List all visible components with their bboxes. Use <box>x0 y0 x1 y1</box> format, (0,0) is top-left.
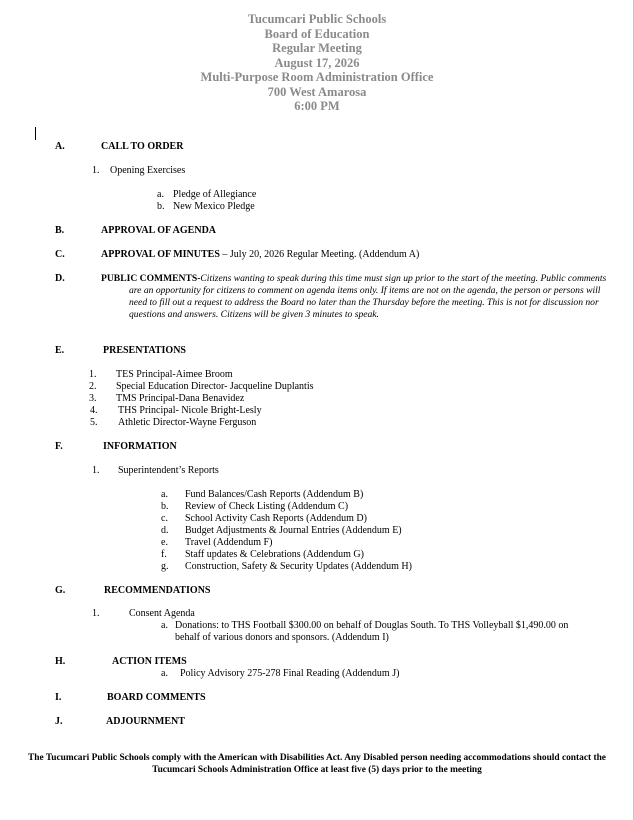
section-letter-c: C. <box>55 249 65 260</box>
text-cursor[interactable] <box>35 127 36 140</box>
section-title-information: INFORMATION <box>103 441 177 452</box>
section-title-presentations: PRESENTATIONS <box>103 345 186 356</box>
section-title-call-to-order: CALL TO ORDER <box>101 141 184 152</box>
report-item: Budget Adjustments & Journal Entries (Addendum E) <box>185 525 402 536</box>
new-mexico-pledge: New Mexico Pledge <box>173 201 255 212</box>
list-number: 1. <box>92 465 100 476</box>
report-item: Construction, Safety & Security Updates (Addendum H) <box>185 561 412 572</box>
section-letter-e: E. <box>55 345 65 356</box>
list-letter: c. <box>161 513 168 524</box>
list-number: 2. <box>89 381 97 392</box>
list-letter: g. <box>161 561 169 572</box>
meeting-time: 6:00 PM <box>294 99 340 113</box>
section-title-approval-of-agenda: APPROVAL OF AGENDA <box>101 225 217 236</box>
list-letter: f. <box>161 549 167 560</box>
list-letter: a. <box>161 668 168 679</box>
consent-agenda-label: Consent Agenda <box>129 608 195 619</box>
report-item: School Activity Cash Reports (Addendum D) <box>185 513 367 524</box>
section-letter-b: B. <box>55 225 65 236</box>
section-letter-i: I. <box>55 692 62 703</box>
ada-compliance-notice: The Tucumcari Public Schools comply with the American with Disabilities Act. Any Disabled person needing accommodations should contact the Tucumcari Schools Administration Office at least five (5) days prior to the meeting <box>28 753 606 775</box>
list-number: 1. <box>92 165 100 176</box>
presentation-item: Athletic Director-Wayne Ferguson <box>118 417 257 428</box>
section-title-action-items: ACTION ITEMS <box>112 656 187 667</box>
report-item: Staff updates & Celebrations (Addendum G) <box>185 549 364 560</box>
section-title-adjournment: ADJOURNMENT <box>106 716 185 727</box>
donations-text: Donations: to THS Football $300.00 on behalf of Douglas South. To THS Volleyball $1,490.00 on behalf of various donors and sponsors. (Addendum I) <box>175 620 569 643</box>
document-header <box>0 12 634 114</box>
list-number: 1. <box>92 608 100 619</box>
list-number: 4. <box>90 405 98 416</box>
superintendents-reports-label: Superintendent’s Reports <box>118 465 219 476</box>
presentation-item: TMS Principal-Dana Benavidez <box>116 393 245 404</box>
list-letter: d. <box>161 525 169 536</box>
policy-advisory-item: Policy Advisory 275-278 Final Reading (Addendum J) <box>180 668 400 679</box>
section-letter-g: G. <box>55 585 66 596</box>
district-name: Tucumcari Public Schools <box>247 12 387 26</box>
presentation-item: Special Education Director- Jacqueline Duplantis <box>116 381 314 392</box>
approval-of-minutes-line <box>101 249 419 261</box>
list-letter: b. <box>157 201 165 212</box>
section-letter-j: J. <box>55 716 63 727</box>
pledge-of-allegiance: Pledge of Allegiance <box>173 189 257 200</box>
section-title-recommendations: RECOMMENDATIONS <box>104 585 211 596</box>
meeting-location: Multi-Purpose Room Administration Office <box>200 70 434 84</box>
section-letter-a: A. <box>55 141 65 152</box>
section-letter-f: F. <box>55 441 63 452</box>
list-number: 5. <box>90 417 98 428</box>
list-letter: a. <box>161 489 168 500</box>
public-comments-text: Citizens wanting to speak during this time must sign up prior to the start of the meeting. Public comments are an opportunity for citizens to comment on agenda items only. If items are not on the agenda, the person or persons will need to fill out a request to address the Board no later than the Thursday before the meeting. This is not for discussion nor questions and answers. Citizens will be given 3 minutes to speak. <box>129 273 607 320</box>
list-letter: a. <box>157 189 164 200</box>
section-letter-h: H. <box>55 656 66 667</box>
section-title-public-comments: PUBLIC COMMENTS- <box>101 273 201 284</box>
meeting-address: 700 West Amarosa <box>267 84 367 99</box>
section-letter-d: D. <box>55 273 65 284</box>
meeting-date: August 17, 2026 <box>274 55 360 70</box>
opening-exercises-label: Opening Exercises <box>110 165 186 176</box>
minutes-detail: – July 20, 2026 Regular Meeting. (Addendum A) <box>219 249 420 260</box>
section-title-approval-of-minutes: APPROVAL OF MINUTES <box>101 249 220 260</box>
meeting-type: Regular Meeting <box>272 41 362 55</box>
list-letter: b. <box>161 501 169 512</box>
list-letter: e. <box>161 537 168 548</box>
section-title-board-comments: BOARD COMMENTS <box>107 692 206 703</box>
report-item: Travel (Addendum F) <box>185 537 273 548</box>
presentation-item: THS Principal- Nicole Bright-Lesly <box>118 405 262 416</box>
list-letter: a. <box>161 620 168 631</box>
board-name: Board of Education <box>264 26 370 41</box>
list-number: 3. <box>89 393 97 404</box>
report-item: Review of Check Listing (Addendum C) <box>185 501 349 512</box>
list-number: 1. <box>89 369 97 380</box>
report-item: Fund Balances/Cash Reports (Addendum B) <box>185 489 364 500</box>
public-comments-paragraph <box>101 273 611 321</box>
presentation-item: TES Principal-Aimee Broom <box>116 369 233 380</box>
